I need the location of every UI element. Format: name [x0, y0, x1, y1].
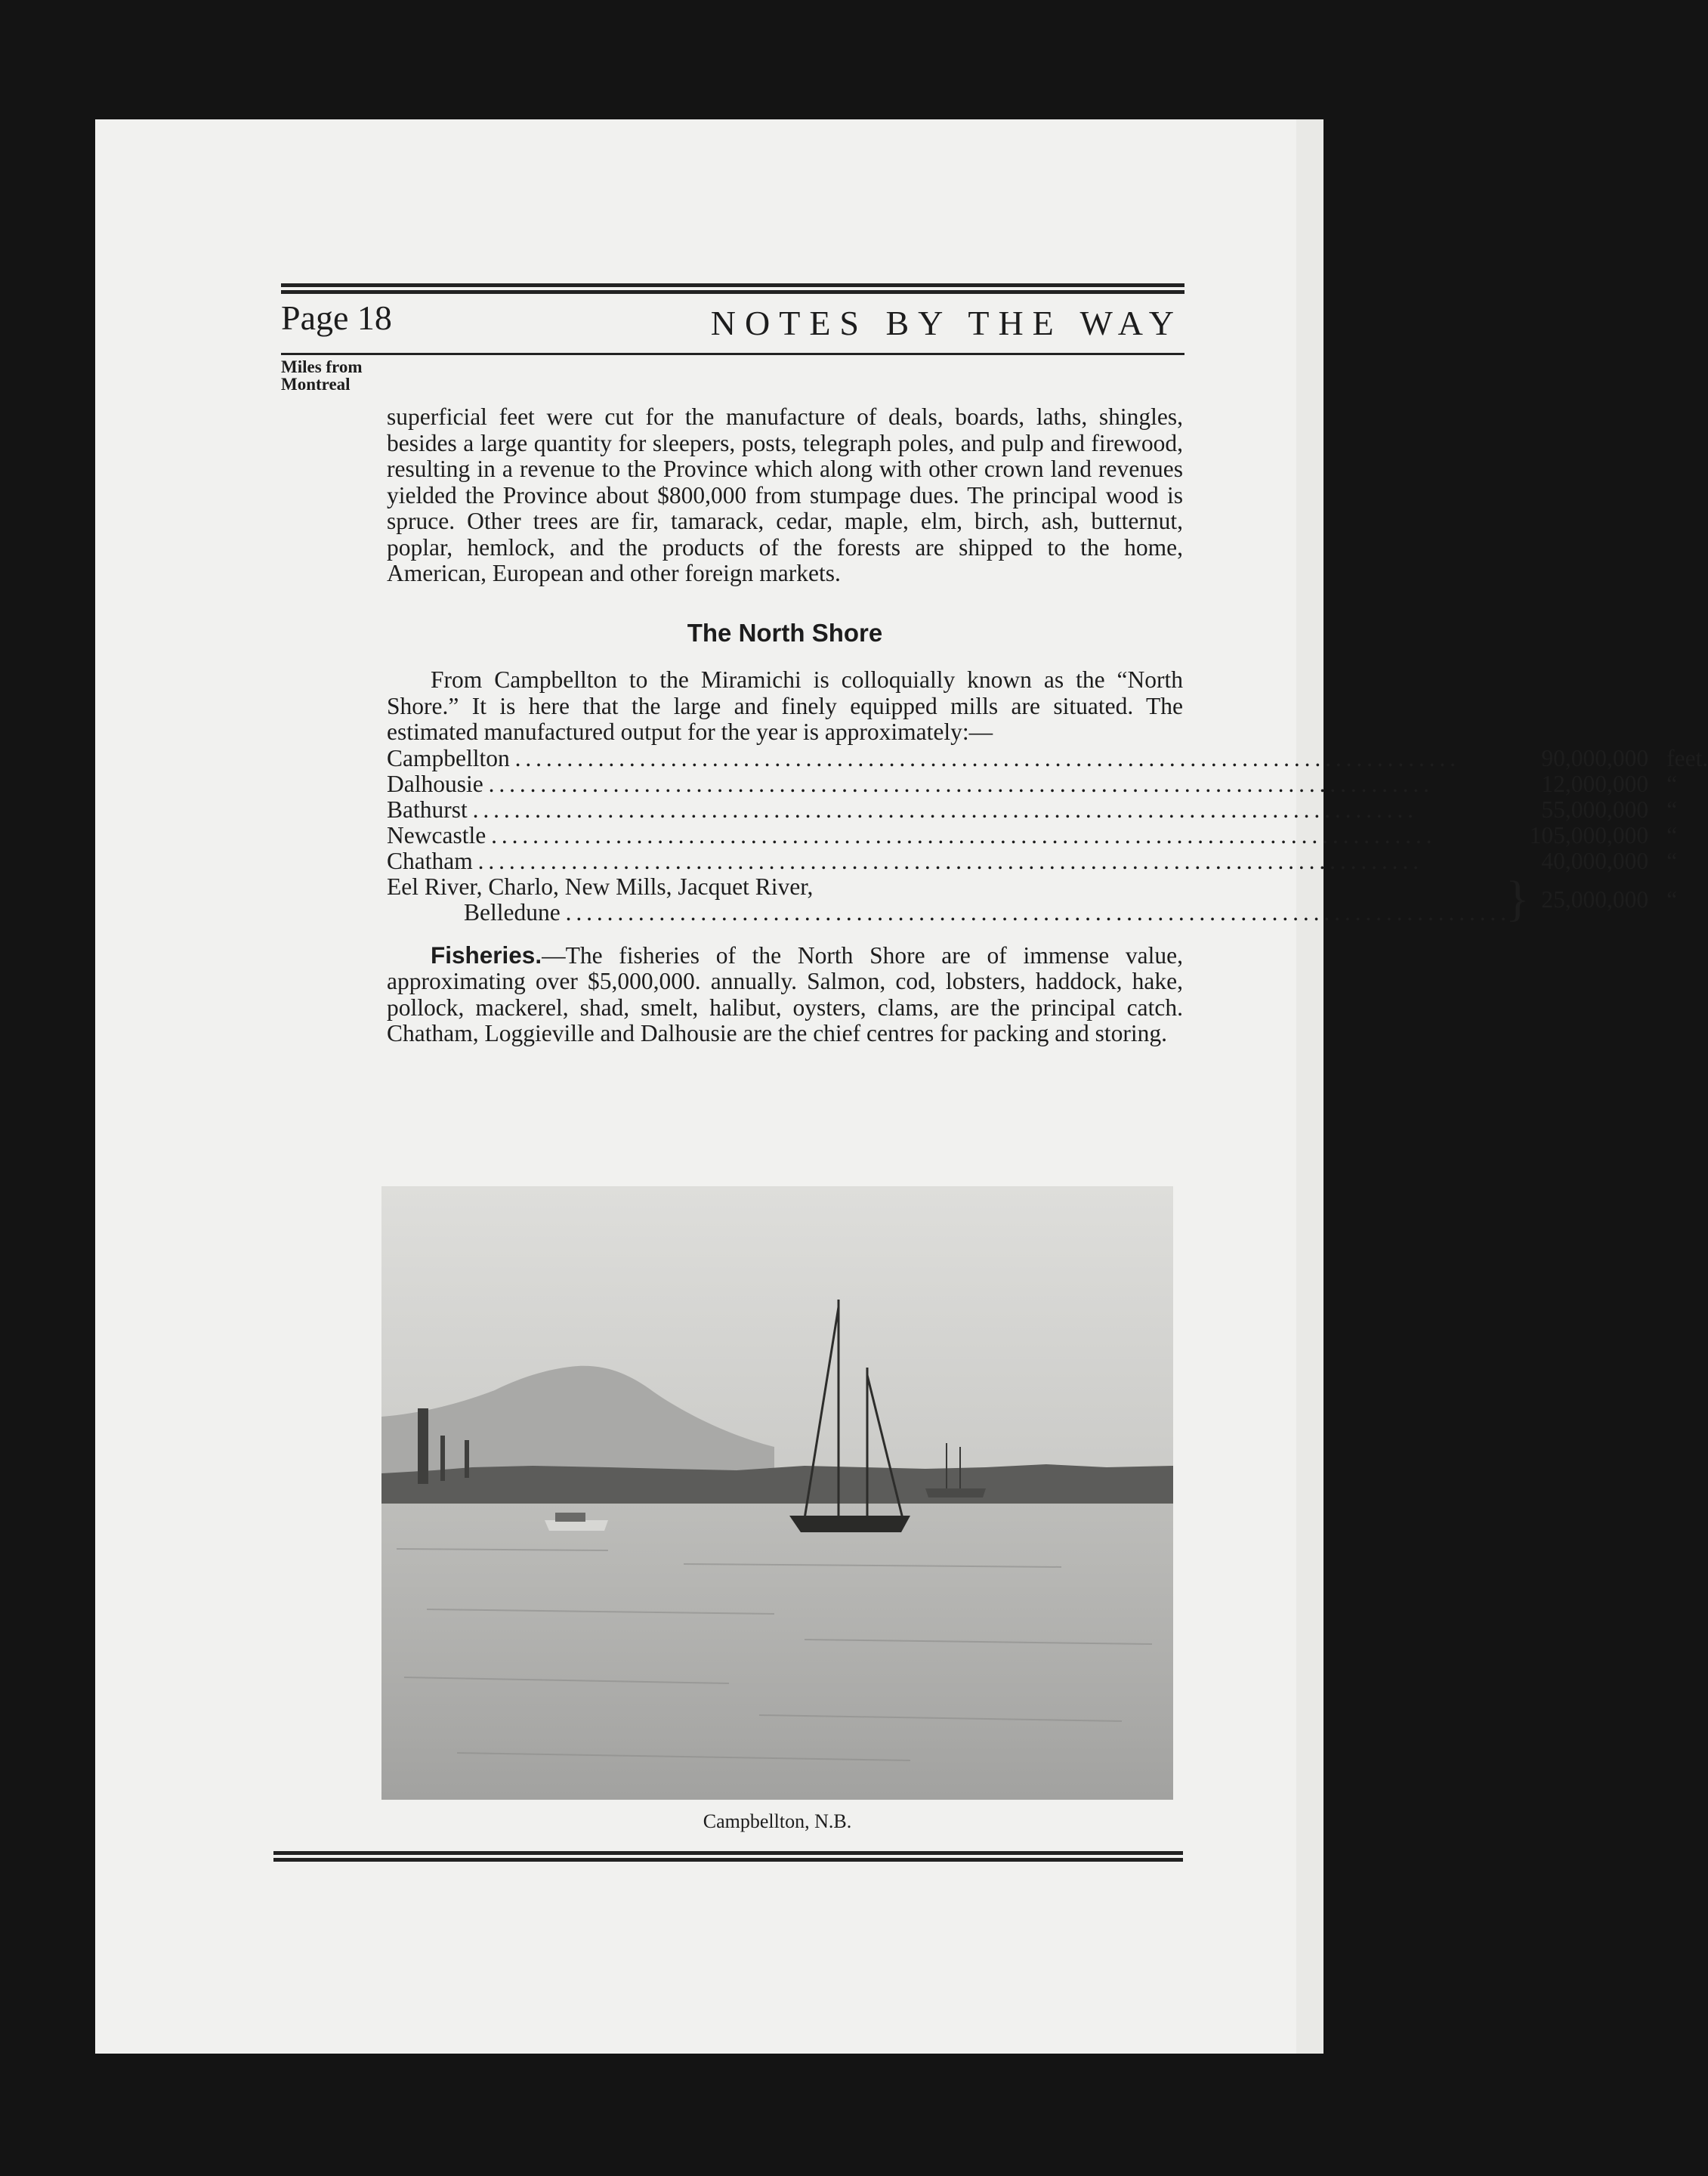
harbour-photograph	[381, 1186, 1173, 1800]
output-unit: “	[1666, 770, 1678, 797]
main-text	[387, 403, 1708, 1047]
footer-double-rule	[273, 1851, 1183, 1862]
output-amount: 12,000,000	[1541, 770, 1649, 797]
fisheries-text: —The fisheries of the North Shore are of immense value, approximating over $5,000,000. annually. Salmon, cod, lobsters, haddock, hake, pollock, mackerel, shad, smelt, halibut, oysters, clams, are the principal catch. Chatham, Loggieville and Dalhousie are the chief centres for packing and storing.	[387, 941, 1183, 1046]
output-amount: 40,000,000	[1541, 847, 1649, 874]
header-rule	[281, 353, 1184, 355]
grouped-places-line2: Belledune . . .	[387, 900, 1506, 926]
margin-note-line2: Montreal	[281, 375, 351, 394]
section-heading: The North Shore	[687, 618, 883, 647]
place-name: Newcastle . . .	[387, 823, 1506, 848]
margin-note	[281, 358, 363, 393]
right-brace-icon: }	[1505, 870, 1530, 926]
output-amount: 25,000,000	[1541, 886, 1649, 913]
output-unit: “	[1666, 796, 1678, 823]
table-row	[387, 771, 1708, 797]
north-shore-paragraph: From Campbellton to the Miramichi is colloquially known as the “North Shore.” It is here that the large and finely equipped mills are situated. The estimated manufactured output for the year is approximately:—	[387, 666, 1183, 745]
margin-note-line1: Miles from	[281, 357, 363, 376]
table-row	[387, 797, 1708, 823]
output-unit: feet.	[1666, 744, 1708, 771]
table-row	[387, 823, 1708, 848]
place-name: Campbellton . . .	[387, 746, 1506, 771]
table-row	[387, 848, 1708, 874]
page-number: Page 18	[281, 298, 392, 337]
photo-caption: Campbellton, N.B.	[703, 1810, 852, 1832]
table-row-grouped	[387, 874, 1708, 926]
grouped-places-line1: Eel River, Charlo, New Mills, Jacquet River,	[387, 873, 814, 900]
output-amount: 105,000,000	[1529, 821, 1649, 848]
output-table	[387, 746, 1708, 926]
running-title: NOTES BY THE WAY	[710, 304, 1183, 342]
facing-page-edge	[1296, 119, 1323, 2054]
output-unit: “	[1666, 847, 1678, 874]
fisheries-paragraph	[387, 942, 1183, 1047]
header-double-rule	[281, 283, 1184, 294]
output-unit: “	[1666, 886, 1678, 913]
output-amount: 55,000,000	[1541, 796, 1649, 823]
place-name: Chatham . . .	[387, 848, 1506, 874]
intro-paragraph: superficial feet were cut for the manufacture of deals, boards, laths, shingles, besides a large quantity for sleepers, posts, telegraph poles, and pulp and firewood, resulting in a revenue to the Province which along with other crown land revenues yielded the Province about $800,000 from stumpage dues. The principal wood is spruce. Other trees are fir, tamarack, cedar, maple, elm, birch, ash, butternut, poplar, hemlock, and the products of the forests are shipped to the home, American, European and other foreign markets.	[387, 403, 1183, 586]
table-row	[387, 746, 1708, 771]
output-unit: “	[1666, 821, 1678, 848]
output-amount: 90,000,000	[1541, 744, 1649, 771]
fisheries-label: Fisheries.	[431, 941, 542, 969]
place-name: Bathurst . . .	[387, 797, 1506, 823]
place-name: Dalhousie . . .	[387, 771, 1506, 797]
